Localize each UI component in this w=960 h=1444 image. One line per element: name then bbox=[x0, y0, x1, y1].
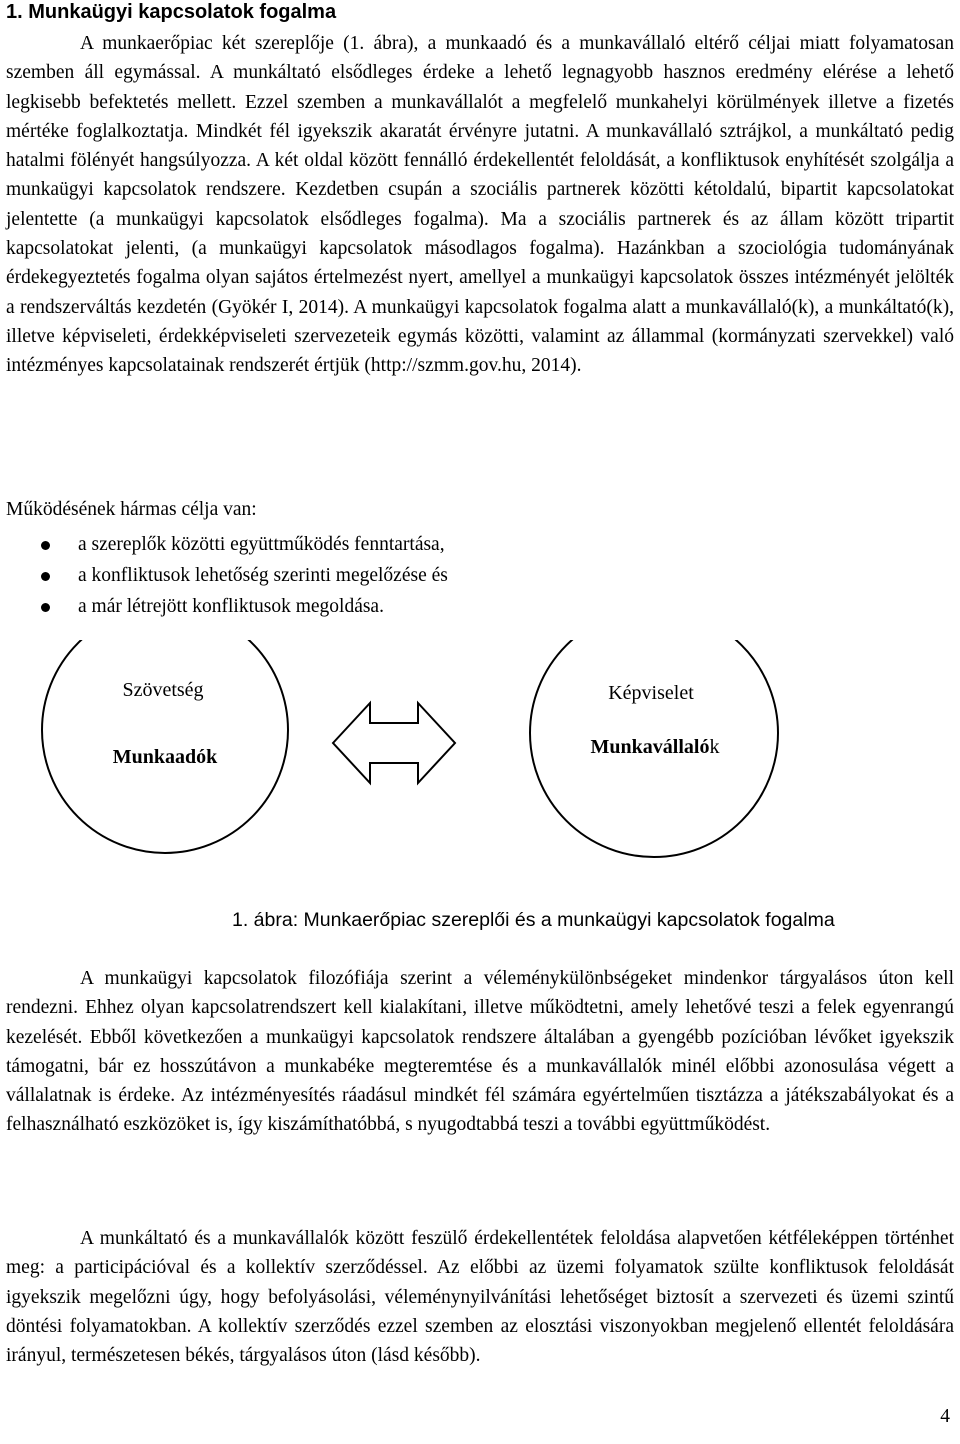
list-item bbox=[6, 529, 448, 560]
goal-text: a szereplők közötti együttműködés fenntartása, bbox=[78, 534, 445, 555]
section-heading: 1. Munkaügyi kapcsolatok fogalma bbox=[6, 1, 337, 23]
bullet-icon bbox=[41, 603, 50, 612]
goals-list bbox=[6, 529, 448, 622]
goal-text: a már létrejött konfliktusok megoldása. bbox=[78, 596, 384, 617]
right-circle-top-label: Képviselet bbox=[608, 682, 694, 704]
bullet-icon bbox=[41, 541, 50, 550]
goals-intro: Működésének hármas célja van: bbox=[6, 499, 257, 520]
bullet-icon bbox=[41, 572, 50, 581]
left-circle-top-label: Szövetség bbox=[122, 679, 204, 701]
left-circle-main-label: Munkaadók bbox=[112, 746, 218, 768]
double-arrow-icon bbox=[333, 703, 455, 783]
page-number: 4 bbox=[940, 1406, 950, 1427]
intro-paragraph: A munkaerőpiac két szereplője (1. ábra), a munkaadó és a munkavállaló eltérő céljai miatt folyamatosan szemben áll egymással. A munkáltató elsődleges érdeke a lehető legnagyobb hasznos eredmény elérése a lehető legkisebb befektetés mellett. Ezzel szemben a munkavállalót a megfelelő munkahelyi körülmények illetve a fizetés mértéke foglalkoztatja. Mindkét fél igyekszik akaratát érvényre jutatni. A munkavállaló sztrájkol, a munkáltató pedig hatalmi fölényét hangsúlyozza. A két oldal között fennálló érdekellentét feloldását, a konfliktusok enyhítését szolgálja a munkaügyi kapcsolatok rendszere. Kezdetben csupán a szociális partnerek közötti kétoldalú, bipartit kapcsolatokat jelentette (a munkaügyi kapcsolatok elsődleges fogalma). Ma a szociális partnerek és az állam között tripartit kapcsolatokat jelenti, (a munkaügyi kapcsolatok másodlagos fogalma). Hazánkban a szociológia tudományának érdekegyeztetés fogalma olyan sajátos értelmezést nyert, amellyel a munkaügyi kapcsolatok összes intézményét jelölték a rendszerváltás kezdetén (Gyökér I, 2014). A munkaügyi kapcsolatok fogalma alatt a munkavállaló(k), a munkáltató(k), illetve képviseleti, érdekképviseleti szervezeteik egymás közötti, valamint az állammal (kormányzati szervekkel) való intézményes kapcsolatainak rendszerét értjük (http://szmm.gov.hu, 2014). bbox=[6, 33, 954, 377]
philosophy-paragraph: A munkaügyi kapcsolatok filozófiája szerint a véleménykülönbségeket mindenkor tárgyalásos úton kell rendezni. Ehhez olyan kapcsolatrendszert kell kialakítani, illetve működtetni, amely lehetővé teszi a felek egyenrangú kezelését. Ebből következően a munkaügyi kapcsolatok rendszere általában a gyengébb pozícióban lévőket igyekszik támogatni, bár ez hosszútávon a munkabéke megteremtése és a munkavállalók minél előbbi azonosulása végett a vállalatnak is érdeke. Az intézményesítés ráadásul mindkét fél számára egyértelműen tisztázza a játékszabályokat és a felhasználható eszközöket is, így kiszámíthatóbbá, s nyugodtabbá teszi a további együttműködést. bbox=[6, 968, 954, 1136]
list-item bbox=[6, 591, 448, 622]
figure-caption: 1. ábra: Munkaerőpiac szereplői és a munkaügyi kapcsolatok fogalma bbox=[232, 909, 835, 931]
goal-text: a konfliktusok lehetőség szerinti megelőzése és bbox=[78, 565, 448, 586]
right-circle-main-label-bold: Munkavállaló bbox=[590, 736, 710, 758]
resolution-paragraph: A munkáltató és a munkavállalók között feszülő érdekellentétek feloldása alapvetően kétféleképpen történhet meg: a participációval és a kollektív szerződéssel. Az előbbi az üzemi folyamatok szülte konfliktusok feloldását igyekszik megelőzni úgy, hogy befolyásolási, véleménynyilvánítási lehetőséget biztosít a szervezeti és üzemi szintű döntési folyamatokban. A kollektív szerződés ezzel szemben az elosztási viszonyokban megjelenő ellentét feloldására irányul, természetesen békés, tárgyalásos úton (lásd később). bbox=[6, 1228, 954, 1367]
right-circle-main-label-rest: k bbox=[709, 736, 720, 758]
right-circle-main-label bbox=[591, 736, 720, 758]
list-item bbox=[6, 560, 448, 591]
labor-market-diagram bbox=[0, 640, 960, 910]
